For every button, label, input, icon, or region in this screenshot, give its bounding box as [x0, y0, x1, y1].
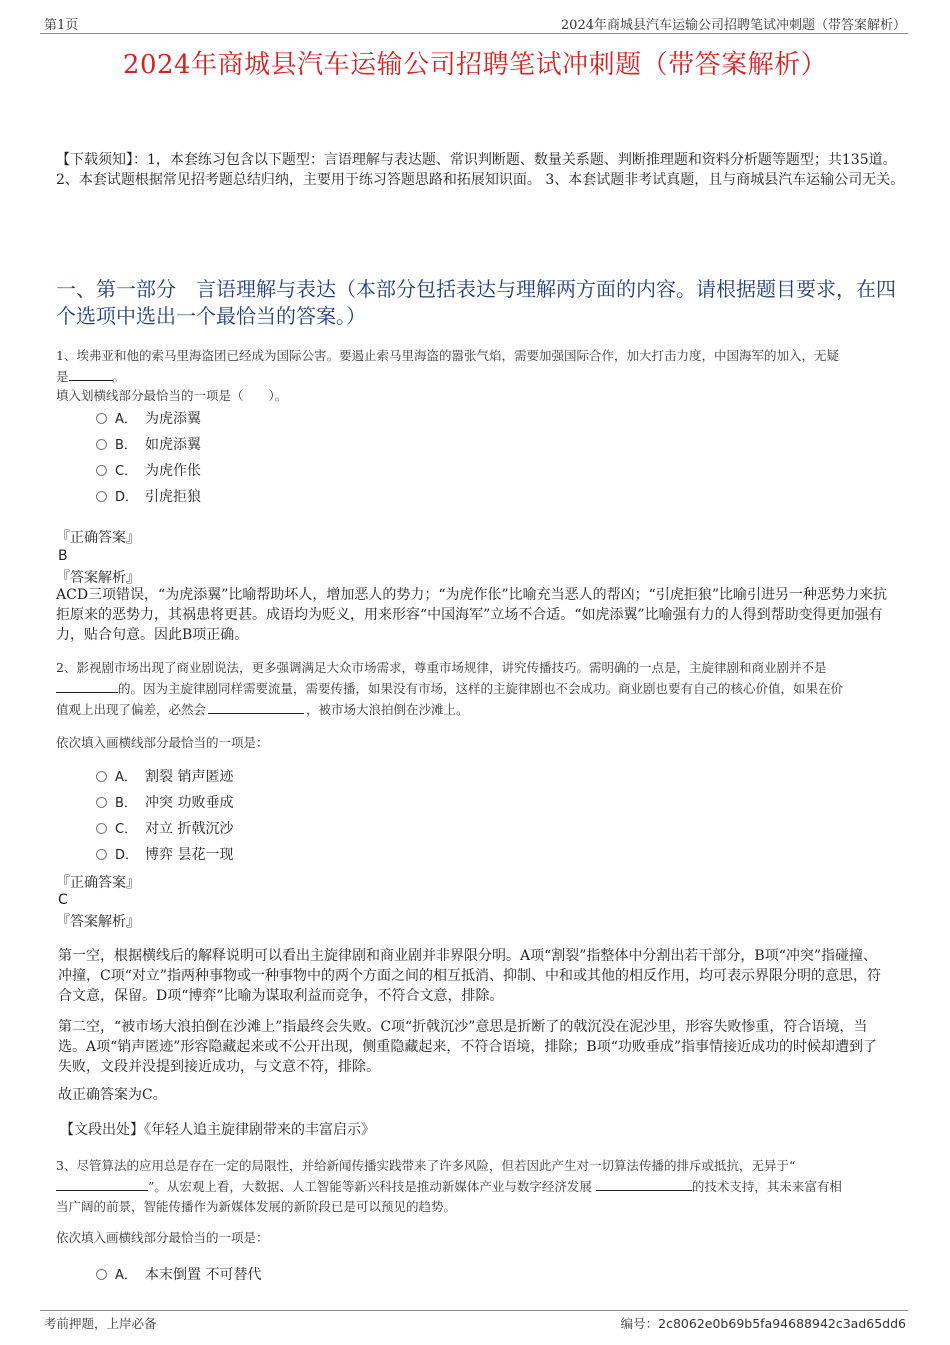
q2-blank-1 [56, 678, 118, 693]
q3-blank-1 [56, 1176, 148, 1191]
footer-code-value: 2c8062e0b69b5fa94688942c3ad65dd6 [658, 1316, 906, 1331]
q1-analysis: ACD三项错误，“为虎添翼”比喻帮助坏人，增加恶人的势力；“为虎作伥”比喻充当恶人的帮凶；“引虎拒狼”比喻引进另一种恶势力来抗拒原来的恶势力，其祸患将更甚。成语均为贬义，用来形容“中国海军”立场不合适。“如虎添翼”比喻强有力的人得到帮助变得更加强有力，贴合句意。因此B项正确。 [56, 587, 887, 643]
q2-stem-text-3: 值观上出现了偏差，必然会 [56, 702, 207, 717]
footer-code-label: 编号： [620, 1316, 659, 1331]
q1-option-b[interactable]: B． 如虎添翼 [96, 435, 201, 455]
q2-analysis-1: 第一空，根据横线后的解释说明可以看出主旋律剧和商业剧并非界限分明。A项“割裂”指整体中分割出若干部分，B项“冲突”指碰撞、冲撞，C项“对立”指两种事物或一种事物中的两个方面之间的相互抵消、抑制、中和或其他的相反作用，均可表示界限分明的意思，符合文意，保留。D项“博弈”比喻为谋取利益而竞争，不符合文意，排除。 [58, 948, 882, 1004]
q1-stem-text-2: 是 [56, 369, 69, 384]
question-1-prompt: 填入划横线部分最恰当的一项是（ ）。 [56, 388, 288, 403]
footer-divider [40, 1310, 908, 1311]
q2-option-d[interactable]: D． 博弈 昙花一现 [96, 845, 233, 865]
radio-icon[interactable] [96, 439, 107, 450]
q1-option-a[interactable]: A． 为虎添翼 [96, 409, 201, 429]
q1-analysis-label: 『答案解析』 [56, 570, 140, 586]
q1-stem-end: 。 [112, 369, 126, 384]
q1-option-d[interactable]: D． 引虎拒狼 [96, 487, 201, 507]
q2-analysis-label: 『答案解析』 [56, 914, 140, 930]
q3-blank-2 [596, 1176, 692, 1191]
q2-analysis-3: 故正确答案为C。 [58, 1087, 167, 1103]
question-2-prompt: 依次填入画横线部分最恰当的一项是： [56, 735, 269, 750]
question-1-stem [56, 346, 906, 387]
radio-icon[interactable] [96, 491, 107, 502]
download-notice: 【下载须知】：1，本套练习包含以下题型：言语理解与表达题、常识判断题、数量关系题、判断推理题和资料分析题等题型；共135道。 2、本套试题根据常见招考题总结归纳，主要用于练习答题思路和拓展知识面。 3、本套试题非考试真题，且与商城县汽车运输公司无关。 [56, 152, 905, 188]
q2-source: 【文段出处】《年轻人追主旋律剧带来的丰富启示》 [60, 1122, 375, 1138]
q2-answer-label: 『正确答案』 [56, 875, 140, 891]
q2-option-b[interactable]: B． 冲突 功败垂成 [96, 793, 233, 813]
radio-icon[interactable] [96, 849, 107, 860]
q3-stem-text: 3、尽管算法的应用总是存在一定的局限性，并给新闻传播实践带来了许多风险，但若因此产生对一切算法传播的排斥或抵抗，无异于“ [56, 1158, 796, 1173]
q3-stem-text-2: ”。从宏观上看，大数据、人工智能等新兴科技是推动新媒体产业与数字经济发展 [148, 1179, 592, 1194]
q1-blank [69, 366, 113, 381]
header-title: 2024年商城县汽车运输公司招聘笔试冲刺题（带答案解析） [560, 18, 906, 33]
question-2-stem [56, 658, 908, 720]
page-number: 第1页 [44, 18, 79, 33]
question-3-stem [56, 1156, 908, 1217]
q1-answer: B [58, 548, 68, 564]
q1-stem-text: 1、埃弗亚和他的索马里海盗团已经成为国际公害。要遏止索马里海盗的嚣张气焰，需要加强国际合作，加大打击力度，中国海军的加入，无疑 [56, 348, 839, 363]
footer-code [621, 1314, 906, 1332]
q3-option-a[interactable]: A． 本末倒置 不可替代 [96, 1265, 261, 1285]
footer-slogan: 考前押题，上岸必备 [44, 1316, 157, 1331]
q2-option-a[interactable]: A． 割裂 销声匿迹 [96, 767, 233, 787]
q2-analysis-2: 第二空，“被市场大浪拍倒在沙滩上”指最终会失败。C项“折戟沉沙”意思是折断了的戟沉没在泥沙里，形容失败惨重，符合语境，当选。A项“销声匿迹”形容隐藏起来或不公开出现，侧重隐藏起来，不符合语境，排除；B项“功败垂成”指事情接近成功的时候却遭到了失败，文段并没提到接近成功，与文意不符，排除。 [58, 1019, 878, 1075]
question-3-prompt: 依次填入画横线部分最恰当的一项是： [56, 1230, 269, 1245]
radio-icon[interactable] [96, 771, 107, 782]
q2-option-c[interactable]: C． 对立 折戟沉沙 [96, 819, 233, 839]
section-heading: 一、第一部分 言语理解与表达（本部分包括表达与理解两方面的内容。请根据题目要求，在四个选项中选出一个最恰当的答案。） [56, 277, 896, 328]
q3-stem-text-3: 的技术支持，其未来富有相 [691, 1179, 842, 1194]
q2-stem-text-4: ，被市场大浪拍倒在沙滩上。 [306, 702, 469, 717]
radio-icon[interactable] [96, 823, 107, 834]
radio-icon[interactable] [96, 465, 107, 476]
q2-answer: C [58, 892, 68, 908]
q1-answer-label: 『正确答案』 [56, 530, 140, 546]
radio-icon[interactable] [96, 797, 107, 808]
q2-stem-text-2: 的。因为主旋律剧同样需要流量，需要传播，如果没有市场，这样的主旋律剧也不会成功。商业剧也要有自己的核心价值，如果在价 [118, 681, 844, 696]
document-title: 2024年商城县汽车运输公司招聘笔试冲刺题（带答案解析） [122, 50, 828, 80]
q2-blank-2 [208, 699, 304, 714]
header-divider [40, 33, 908, 34]
q2-stem-text: 2、影视剧市场出现了商业剧说法，更多强调满足大众市场需求，尊重市场规律，讲究传播技巧。需明确的一点是，主旋律剧和商业剧并不是 [56, 660, 827, 675]
q1-option-c[interactable]: C． 为虎作伥 [96, 461, 201, 481]
q3-stem-text-4: 当广阔的前景，智能传播作为新媒体发展的新阶段已是可以预见的趋势。 [56, 1199, 457, 1214]
radio-icon[interactable] [96, 1269, 107, 1280]
radio-icon[interactable] [96, 413, 107, 424]
